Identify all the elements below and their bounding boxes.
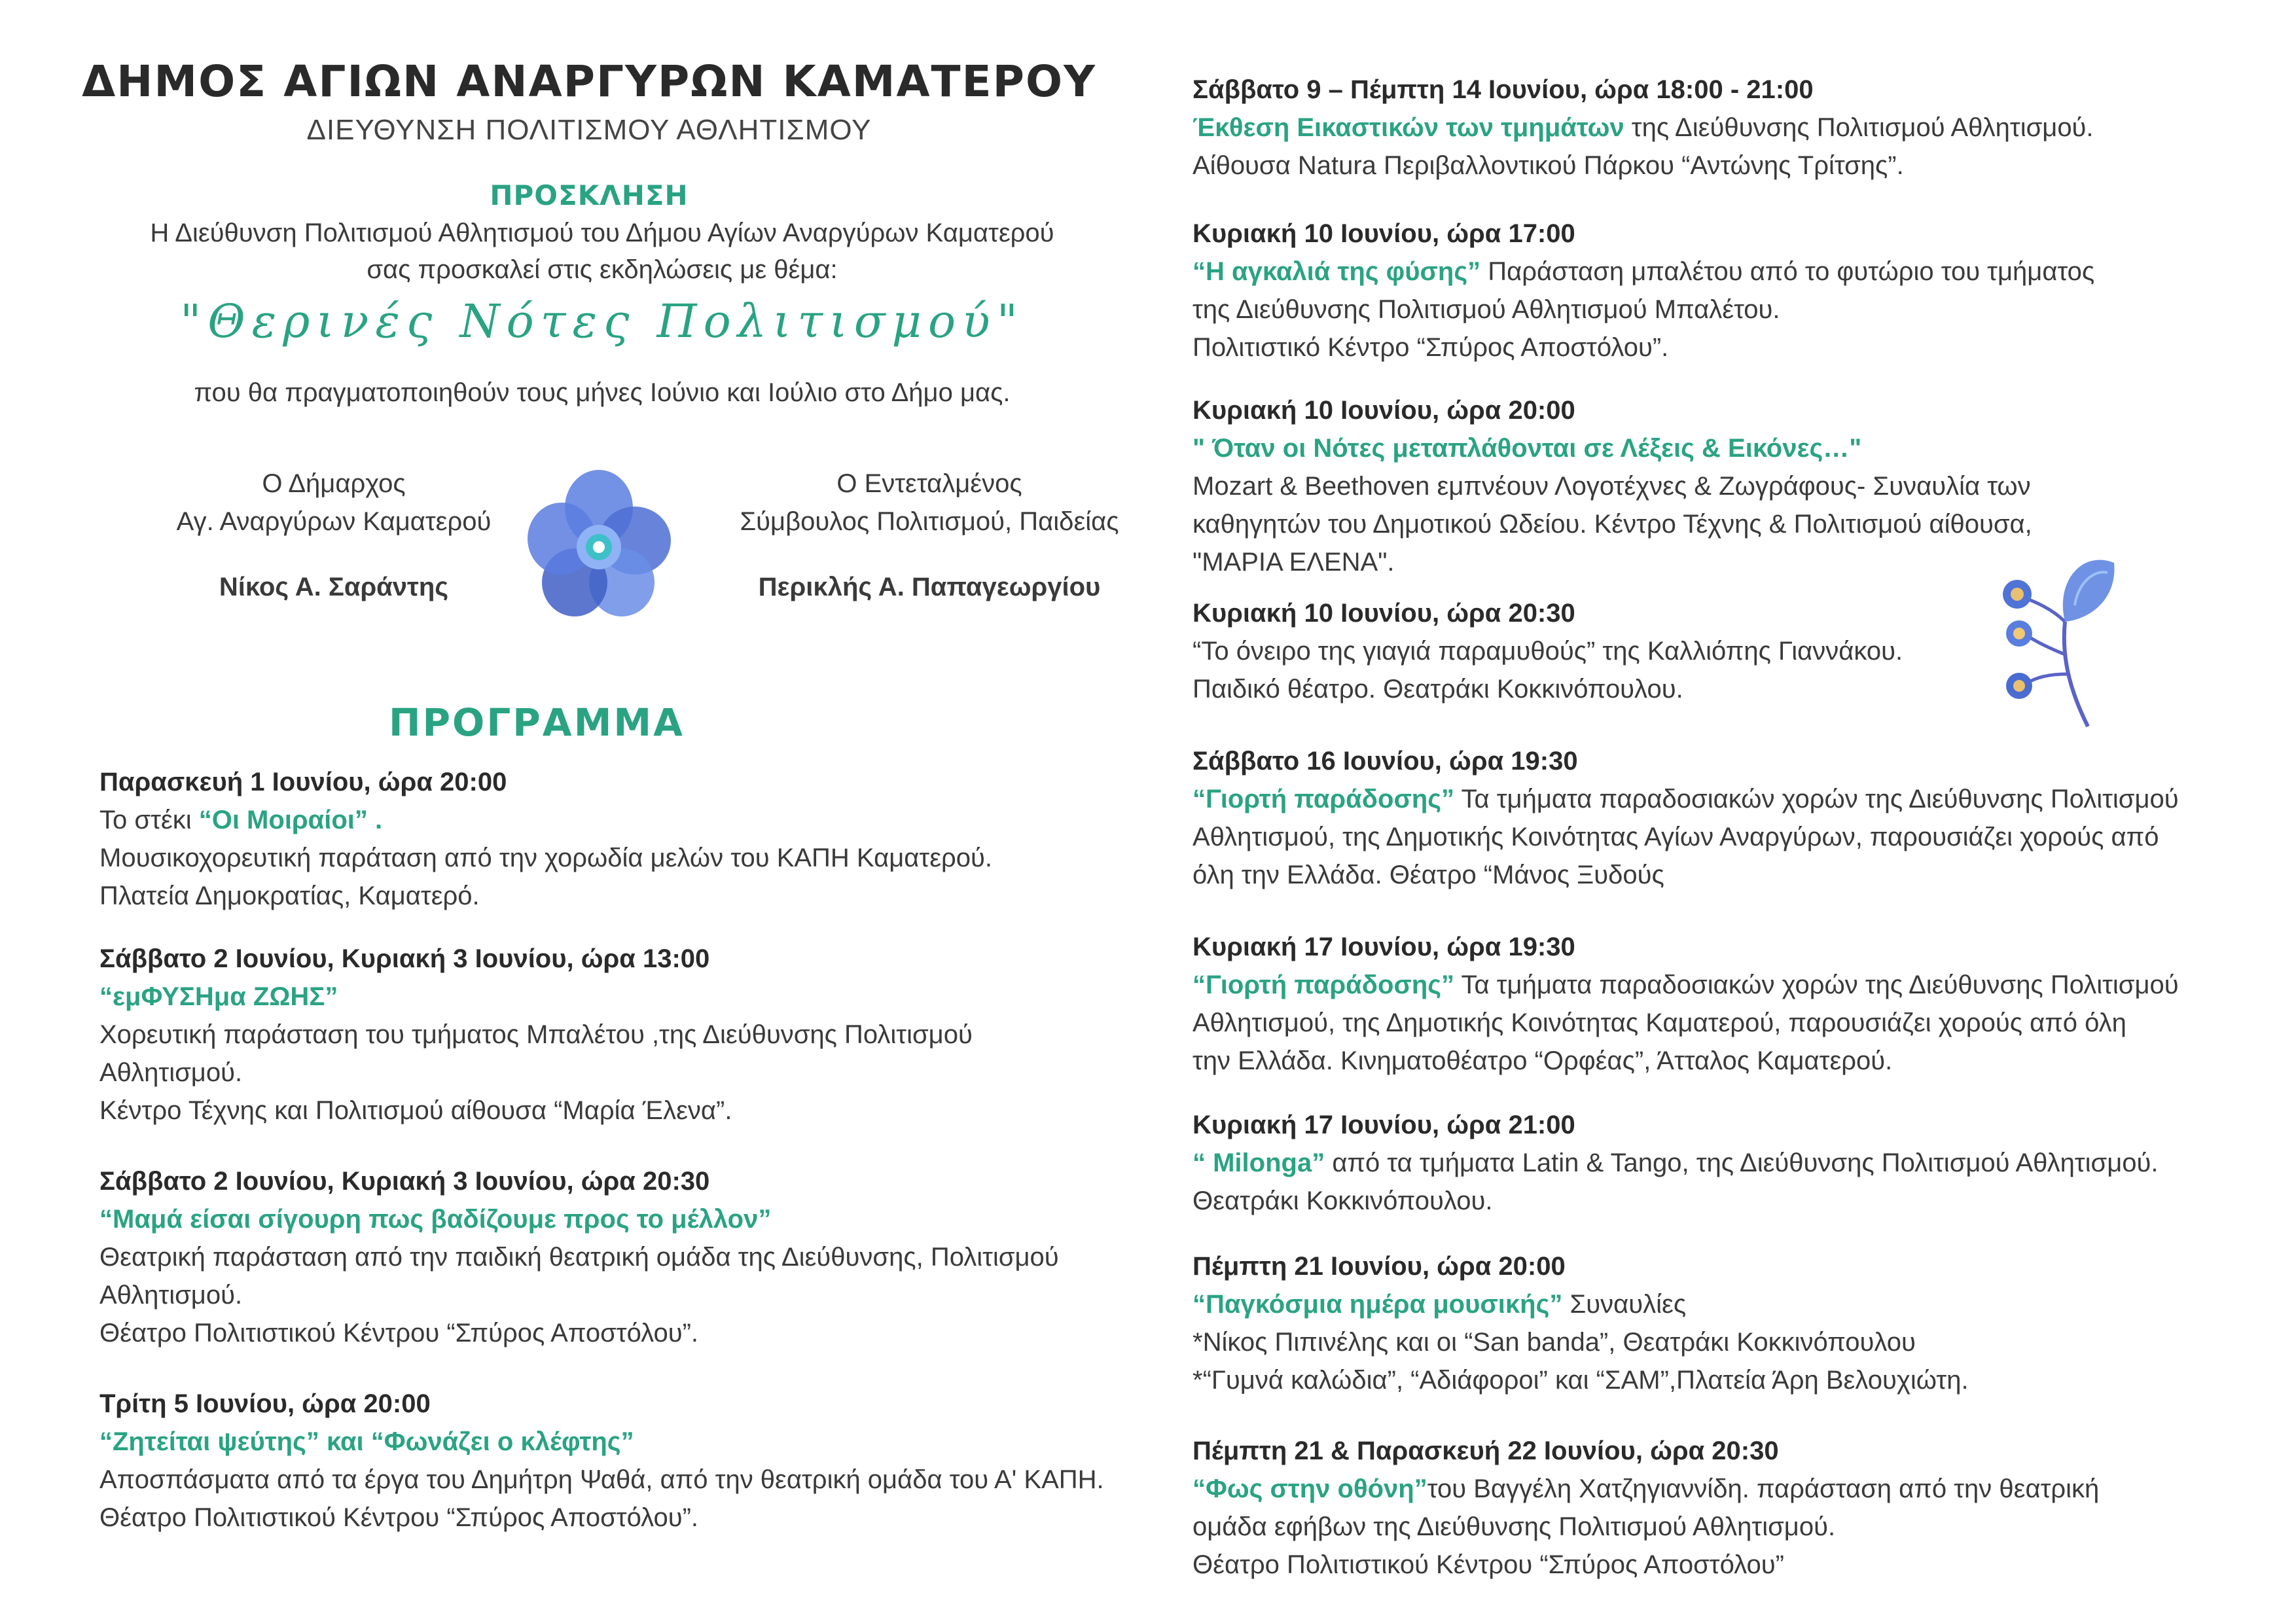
event-text: Παράσταση μπαλέτου από το φυτώριο του τμήματος xyxy=(1480,257,2095,286)
event-date: Παρασκευή 1 Ιουνίου, ώρα 20:00 xyxy=(99,768,507,796)
event-title-line xyxy=(1193,1470,2099,1508)
event-detail: Πολιτιστικό Κέντρο “Σπύρος Αποστόλου”. xyxy=(1193,333,1669,362)
event-theme: "Θερινές Νότες Πολιτισμού" xyxy=(180,294,1024,348)
event-title: “Οι Μοιραίοι” . xyxy=(198,806,383,834)
event-title-line xyxy=(1193,109,2094,147)
event-title-line xyxy=(1193,966,2179,1004)
event-detail: καθηγητών του Δημοτικού Ωδείου. Κέντρο Τέχνης & Πολιτισμού αίθουσα, xyxy=(1193,510,2032,539)
program-title: ΠΡΟΓΡΑΜΜΑ xyxy=(388,700,685,745)
invitation-line-1: Η Διεύθυνση Πολιτισμού Αθλητισμού του Δήμου Αγίων Αναργύρων Καματερού xyxy=(150,219,1054,247)
event-item xyxy=(1193,1247,1969,1399)
event-date: Κυριακή 10 Ιουνίου, ώρα 20:00 xyxy=(1193,396,1575,425)
event-title: “ Milonga” xyxy=(1193,1149,1325,1177)
event-detail: *“Γυμνά καλώδια”, “Αδιάφοροι” και “ΣΑΜ”,Πλατεία Άρη Βελουχιώτη. xyxy=(1193,1366,1969,1395)
event-detail: Αθλητισμού. xyxy=(99,1058,243,1087)
event-text: από τα τμήματα Latin & Tango, της Διεύθυνσης Πολιτισμού Αθλητισμού. xyxy=(1325,1149,2159,1177)
event-title: “Μαμά είσαι σίγουρη πως βαδίζουμε προς το μέλλον” xyxy=(99,1205,772,1234)
invitation-line-2: σας προσκαλεί στις εκδηλώσεις με θέμα: xyxy=(367,255,838,284)
event-date: Κυριακή 10 Ιουνίου, ώρα 17:00 xyxy=(1193,219,1575,248)
event-title: “Φως στην οθόνη” xyxy=(1193,1474,1427,1503)
event-detail: της Διεύθυνσης Πολιτισμού Αθλητισμού Μπαλέτου. xyxy=(1193,295,1780,324)
signatory-role: Ο Δήμαρχος xyxy=(262,469,406,498)
event-detail: Αποσπάσματα από τα έργα του Δημήτρη Ψαθά, από την θεατρική ομάδα του Α' ΚΑΠΗ. xyxy=(99,1465,1104,1494)
event-text: του Βαγγέλη Χατζηγιαννίδη. παράσταση από την θεατρική xyxy=(1427,1474,2100,1503)
event-item xyxy=(99,763,992,915)
event-date: Κυριακή 10 Ιουνίου, ώρα 20:30 xyxy=(1193,599,1575,628)
event-date: Πέμπτη 21 & Παρασκευή 22 Ιουνίου, ώρα 20:30 xyxy=(1193,1436,1779,1465)
event-detail: Θεατρική παράσταση από την παιδική θεατρική ομάδα της Διεύθυνσης, Πολιτισμού xyxy=(99,1243,1059,1272)
event-title-line xyxy=(1193,632,1903,670)
signatory-mayor xyxy=(131,465,537,606)
event-title-line xyxy=(99,978,973,1016)
event-title: Έκθεση Εικαστικών των τμημάτων xyxy=(1193,113,1624,142)
event-detail: Θεατράκι Κοκκινόπουλου. xyxy=(1193,1186,1493,1215)
event-item xyxy=(1193,215,2094,366)
event-item xyxy=(1193,928,2179,1080)
event-item xyxy=(1193,1106,2159,1220)
event-item xyxy=(99,1162,1059,1352)
event-detail: "ΜΑΡΙΑ ΕΛΕΝΑ". xyxy=(1193,548,1395,577)
signatory-name: Νίκος Α. Σαράντης xyxy=(219,573,449,601)
event-title: “Η αγκαλιά της φύσης” xyxy=(1193,257,1481,286)
blue-flower-icon xyxy=(524,470,674,620)
event-detail: Πλατεία Δημοκρατίας, Καματερό. xyxy=(99,882,480,910)
event-detail: Θέατρο Πολιτιστικού Κέντρου “Σπύρος Αποστόλου”. xyxy=(99,1319,699,1347)
event-title-line xyxy=(1193,1285,1969,1323)
event-item xyxy=(1193,71,2094,185)
invitation-text xyxy=(79,215,1126,288)
event-text: Το στέκι xyxy=(99,806,199,834)
event-date: Κυριακή 17 Ιουνίου, ώρα 19:30 xyxy=(1193,933,1575,961)
event-text: της Διεύθυνσης Πολιτισμού Αθλητισμού. xyxy=(1624,113,2094,142)
event-title-line xyxy=(1193,429,2032,467)
event-title: " Όταν οι Νότες μεταπλάθονται σε Λέξεις & Εικόνες…" xyxy=(1193,434,1862,463)
event-title-line xyxy=(1193,1144,2159,1182)
event-detail: Μουσικοχορευτική παράταση από την χορωδία μελών του ΚΑΠΗ Καματερού. xyxy=(99,844,993,872)
event-text: Τα τμήματα παραδοσιακών χορών της Διεύθυνσης Πολιτισμού xyxy=(1454,785,2179,813)
event-detail: Χορευτική παράσταση του τμήματος Μπαλέτου ,της Διεύθυνσης Πολιτισμού xyxy=(99,1020,973,1049)
event-detail: όλη την Ελλάδα. Θέατρο “Μάνος Ξυδούς xyxy=(1193,861,1664,889)
signatory-role: Ο Εντεταλμένος xyxy=(836,469,1022,498)
org-subtitle: ΔΙΕΥΘΥΝΣΗ ΠΟΛΙΤΙΣΜΟΥ ΑΘΛΗΤΙΣΜΟΥ xyxy=(306,114,872,146)
event-detail: Αθλητισμού, της Δημοτικής Κοινότητας Καματερού, παρουσιάζει χορούς από όλη xyxy=(1193,1008,2126,1037)
event-item xyxy=(1193,391,2032,581)
event-detail: ομάδα εφήβων της Διεύθυνσης Πολιτισμού Αθλητισμού. xyxy=(1193,1512,1836,1541)
event-title-line xyxy=(1193,253,2094,291)
signatory-councillor xyxy=(694,465,1165,606)
event-detail: Αίθουσα Natura Περιβαλλοντικού Πάρκου “Αντώνης Τρίτσης”. xyxy=(1193,151,1904,180)
event-item xyxy=(1193,594,1903,708)
signatory-role: Σύμβουλος Πολιτισμού, Παιδείας xyxy=(740,507,1119,536)
event-date: Σάββατο 2 Ιουνίου, Κυριακή 3 Ιουνίου, ώρα 13:00 xyxy=(99,944,710,973)
org-title: ΔΗΜΟΣ ΑΓΙΩΝ ΑΝΑΡΓΥΡΩΝ ΚΑΜΑΤΕΡΟΥ xyxy=(82,56,1096,107)
signatory-role: Αγ. Αναργύρων Καματερού xyxy=(176,507,492,536)
event-item xyxy=(1193,742,2179,894)
event-date: Κυριακή 17 Ιουνίου, ώρα 21:00 xyxy=(1193,1111,1575,1139)
event-title-line xyxy=(1193,780,2179,818)
event-detail: την Ελλάδα. Κινηματοθέατρο “Ορφέας”, Άτταλος Καματερού. xyxy=(1193,1046,1893,1075)
event-detail: Mozart & Beethoven εμπνέουν Λογοτέχνες & Ζωγράφους- Συναυλία των xyxy=(1193,472,2031,501)
event-date: Σάββατο 2 Ιουνίου, Κυριακή 3 Ιουνίου, ώρα 20:30 xyxy=(99,1167,710,1196)
event-item xyxy=(99,1385,1104,1537)
event-detail: Παιδικό θέατρο. Θεατράκι Κοκκινόπουλου. xyxy=(1193,675,1683,704)
invitation-title: ΠΡΟΣΚΛΗΣΗ xyxy=(490,179,689,211)
event-detail: Αθλητισμού, της Δημοτικής Κοινότητας Αγίων Αναργύρων, παρουσιάζει χορούς από xyxy=(1193,823,2159,851)
event-item xyxy=(1193,1432,2099,1584)
event-item xyxy=(99,940,973,1130)
signatory-name: Περικλής Α. Παπαγεωργίου xyxy=(758,573,1101,601)
event-title: “Παγκόσμια ημέρα μουσικής” xyxy=(1193,1290,1563,1319)
event-text: Τα τμήματα παραδοσιακών χορών της Διεύθυνσης Πολιτισμού xyxy=(1454,971,2179,999)
event-date: Τρίτη 5 Ιουνίου, ώρα 20:00 xyxy=(99,1389,431,1418)
event-title-line xyxy=(99,1423,1104,1461)
event-detail: Αθλητισμού. xyxy=(99,1281,243,1310)
months-line: που θα πραγματοποιηθούν τους μήνες Ιούνιο και Ιούλιο στο Δήμο μας. xyxy=(194,378,1011,407)
event-title-line xyxy=(99,1200,1059,1238)
event-date: Πέμπτη 21 Ιουνίου, ώρα 20:00 xyxy=(1193,1252,1566,1281)
event-detail: Κέντρο Τέχνης και Πολιτισμού αίθουσα “Μαρία Έλενα”. xyxy=(99,1096,732,1125)
event-title: “Γιορτή παράδοσης” xyxy=(1193,971,1455,999)
event-title: “εμΦΥΣΗμα ΖΩΗΣ” xyxy=(99,982,338,1011)
event-title: “Ζητείται ψεύτης” και “Φωνάζει ο κλέφτης” xyxy=(99,1427,634,1456)
event-text: “Το όνειρο της γιαγιά παραμυθούς” της Καλλιόπης Γιαννάκου. xyxy=(1193,637,1903,666)
event-text: Συναυλίες xyxy=(1562,1290,1687,1319)
event-title-line xyxy=(99,801,992,839)
event-title: “Γιορτή παράδοσης” xyxy=(1193,785,1455,813)
event-detail: *Νίκος Πιπινέλης και οι “San banda”, Θεατράκι Κοκκινόπουλου xyxy=(1193,1328,1916,1357)
event-detail: Θέατρο Πολιτιστικού Κέντρου “Σπύρος Αποστόλου” xyxy=(1193,1550,1784,1579)
event-detail: Θέατρο Πολιτιστικού Κέντρου “Σπύρος Αποστόλου”. xyxy=(99,1503,699,1532)
event-date: Σάββατο 16 Ιουνίου, ώρα 19:30 xyxy=(1193,747,1578,776)
event-date: Σάββατο 9 – Πέμπτη 14 Ιουνίου, ώρα 18:00 - 21:00 xyxy=(1193,75,1814,104)
